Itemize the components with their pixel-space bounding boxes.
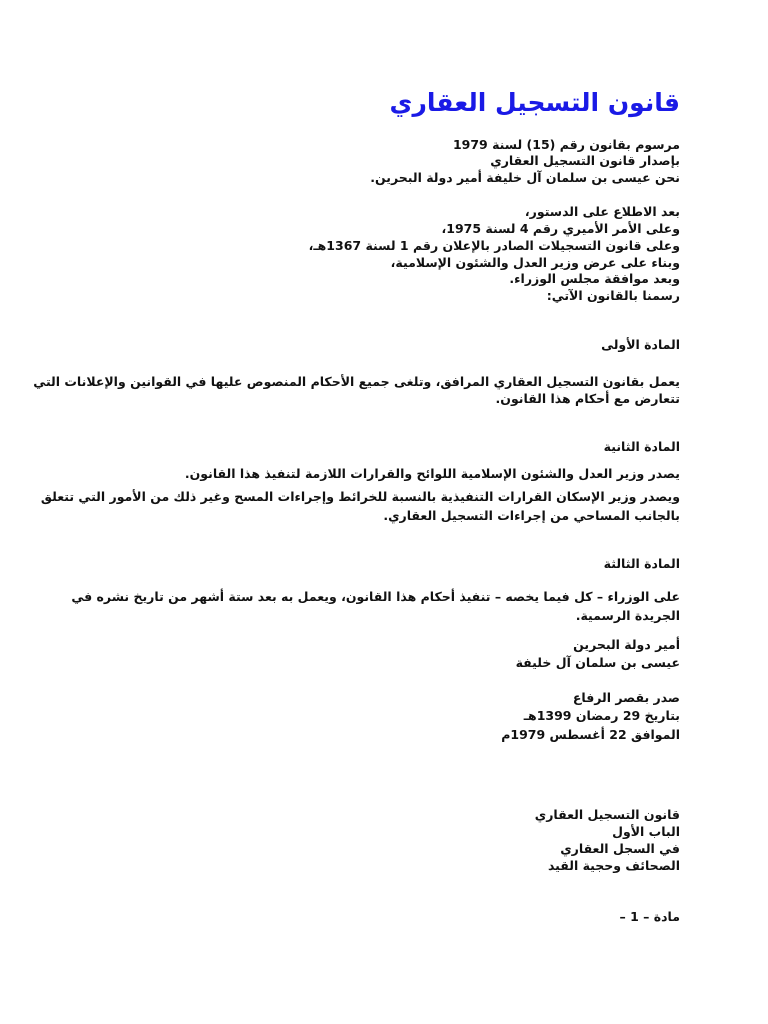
article-3-heading: المادة الثالثة xyxy=(603,556,680,571)
recital-line: بعد الاطلاع على الدستور، xyxy=(524,204,680,219)
signature-name: عيسى بن سلمان آل خليفة xyxy=(515,655,680,670)
recital-line: وعلى قانون التسجيلات الصادر بالإعلان رقم 1 لسنة 1367هـ، xyxy=(308,238,680,253)
issued-place: صدر بقصر الرفاع xyxy=(572,690,680,705)
preamble-line: نحن عيسى بن سلمان آل خليفة أمير دولة البحرين. xyxy=(370,170,680,185)
article-label: مادة – 1 – xyxy=(619,909,680,924)
article-3-line: الجريدة الرسمية. xyxy=(575,608,680,623)
article-1-line: تتعارض مع أحكام هذا القانون. xyxy=(495,391,680,406)
preamble-line: مرسوم بقانون رقم (15) لسنة 1979 xyxy=(452,137,680,152)
article-2-heading: المادة الثانية xyxy=(603,439,680,454)
recital-line: وعلى الأمر الأميري رقم 4 لسنة 1975، xyxy=(441,221,680,236)
recital-line: وبعد موافقة مجلس الوزراء. xyxy=(509,271,680,286)
recital-line: وبناء على عرض وزير العدل والشئون الإسلامية، xyxy=(390,255,680,270)
issued-gregorian-date: الموافق 22 أغسطس 1979م xyxy=(501,727,680,742)
signature-title: أمير دولة البحرين xyxy=(573,637,680,652)
law-header-line: الصحائف وحجية القيد xyxy=(547,858,680,873)
law-header-line: الباب الأول xyxy=(612,824,680,839)
article-3-line: على الوزراء – كل فيما يخصه – تنفيذ أحكام هذا القانون، ويعمل به بعد ستة أشهر من تاريخ نشره في xyxy=(71,589,680,604)
article-2-line: بالجانب المساحي من إجراءات التسجيل العقاري. xyxy=(383,508,680,523)
issued-hijri-date: بتاريخ 29 رمضان 1399هـ xyxy=(523,708,680,723)
document-title: قانون التسجيل العقاري xyxy=(389,88,680,117)
article-1-heading: المادة الأولى xyxy=(601,337,680,352)
law-header-line: في السجل العقاري xyxy=(560,841,680,856)
law-header-line: قانون التسجيل العقاري xyxy=(534,807,680,822)
preamble-line: بإصدار قانون التسجيل العقاري xyxy=(490,153,680,168)
article-2-line: يصدر وزير العدل والشئون الإسلامية اللوائح والقرارات اللازمة لتنفيذ هذا القانون. xyxy=(184,466,680,481)
article-2-line: ويصدر وزير الإسكان القرارات التنفيذية بالنسبة للخرائط وإجراءات المسح وغير ذلك من الأمور التي تتعلق xyxy=(40,489,680,504)
recital-line: رسمنا بالقانون الآتي: xyxy=(546,288,680,303)
article-1-line: يعمل بقانون التسجيل العقاري المرافق، وتلغى جميع الأحكام المنصوص عليها في القوانين والإعلانات التي xyxy=(33,374,680,389)
